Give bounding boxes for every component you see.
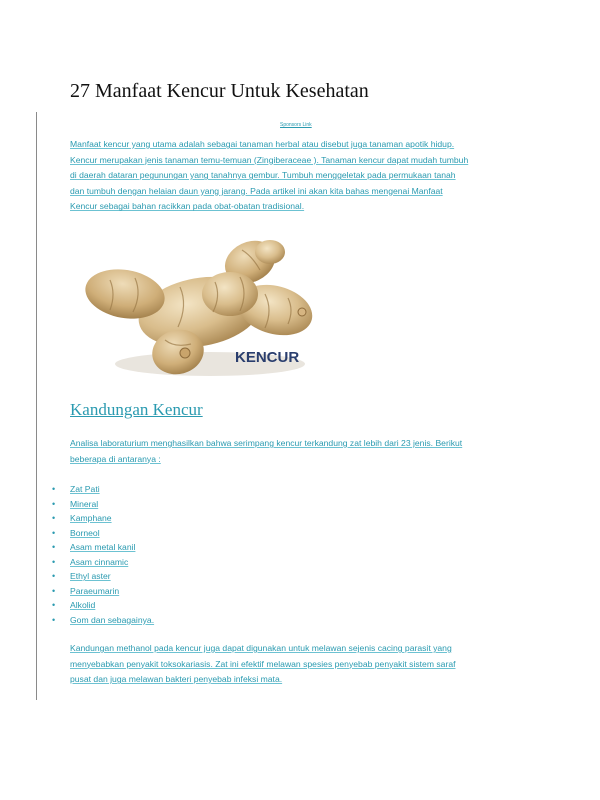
bullet-icon: •	[52, 585, 56, 596]
kencur-image	[80, 232, 320, 384]
section-intro-line: Analisa laboraturium menghasilkan bahwa serimpang kencur terkandung zat lebih dari 23 jenis. Berikut	[70, 438, 463, 448]
list-item[interactable]: • Gom dan sebagainya.	[52, 613, 154, 628]
list-item[interactable]: • Kamphane	[52, 511, 154, 526]
page-title: 27 Manfaat Kencur Untuk Kesehatan	[70, 80, 369, 102]
list-item[interactable]: • Mineral	[52, 497, 154, 512]
bullet-icon: •	[52, 484, 56, 494]
bullet-icon: •	[52, 527, 56, 538]
section-intro-line: beberapa di antaranya :	[70, 453, 161, 464]
kencur-rhizome-illustration	[80, 232, 320, 384]
bullet-icon: •	[52, 542, 56, 553]
bullet-icon: •	[52, 556, 56, 567]
bullet-icon: •	[52, 571, 56, 582]
section-intro[interactable]	[70, 436, 532, 467]
intro-line: Manfaat kencur yang utama adalah sebagai tanaman herbal atau disebut juga tanaman apotik hidup.	[70, 139, 455, 149]
image-caption: KENCUR	[235, 349, 300, 366]
intro-line: dan tumbuh dengan helaian daun yang jarang. Pada artikel ini akan kita bahas mengenai Manfaat	[70, 185, 443, 196]
closing-line: menyebabkan penyakit toksokariasis. Zat ini efektif melawan spesies penyebab penyakit sistem saraf	[70, 658, 456, 669]
list-item[interactable]: • Asam metal kanil	[52, 540, 154, 555]
list-item[interactable]: • Borneol	[52, 526, 154, 541]
sponsor-link[interactable]: Sponsors Link	[280, 122, 312, 128]
list-item[interactable]: • Paraeumarin	[52, 584, 154, 599]
closing-paragraph[interactable]	[70, 641, 532, 688]
intro-paragraph[interactable]	[70, 137, 532, 215]
section-heading[interactable]: Kandungan Kencur	[70, 400, 203, 419]
bullet-icon: •	[52, 513, 56, 524]
list-item[interactable]: • Zat Pati	[52, 482, 154, 497]
intro-line: Kencur merupakan jenis tanaman temu-temuan (Zingiberaceae ). Tanaman kencur dapat mudah tumbuh	[70, 154, 469, 165]
margin-rule	[36, 112, 37, 700]
intro-line: Kencur sebagai bahan racikkan pada obat-obatan tradisional.	[70, 201, 305, 212]
closing-line: pusat dan juga melawan bakteri penyebab infeksi mata.	[70, 674, 283, 685]
contents-list	[52, 482, 154, 627]
bullet-icon: •	[52, 498, 56, 509]
bullet-icon: •	[52, 614, 56, 625]
intro-line: di daerah dataran pegunungan yang tanahnya gembur. Tumbuh menggeletak pada permukaan tanah	[70, 170, 456, 181]
closing-line: Kandungan methanol pada kencur juga dapat digunakan untuk melawan sejenis cacing parasit yang	[70, 643, 452, 653]
list-item[interactable]: • Ethyl aster	[52, 569, 154, 584]
list-item[interactable]: • Asam cinnamic	[52, 555, 154, 570]
bullet-icon: •	[52, 600, 56, 611]
list-item[interactable]: • Alkolid	[52, 598, 154, 613]
